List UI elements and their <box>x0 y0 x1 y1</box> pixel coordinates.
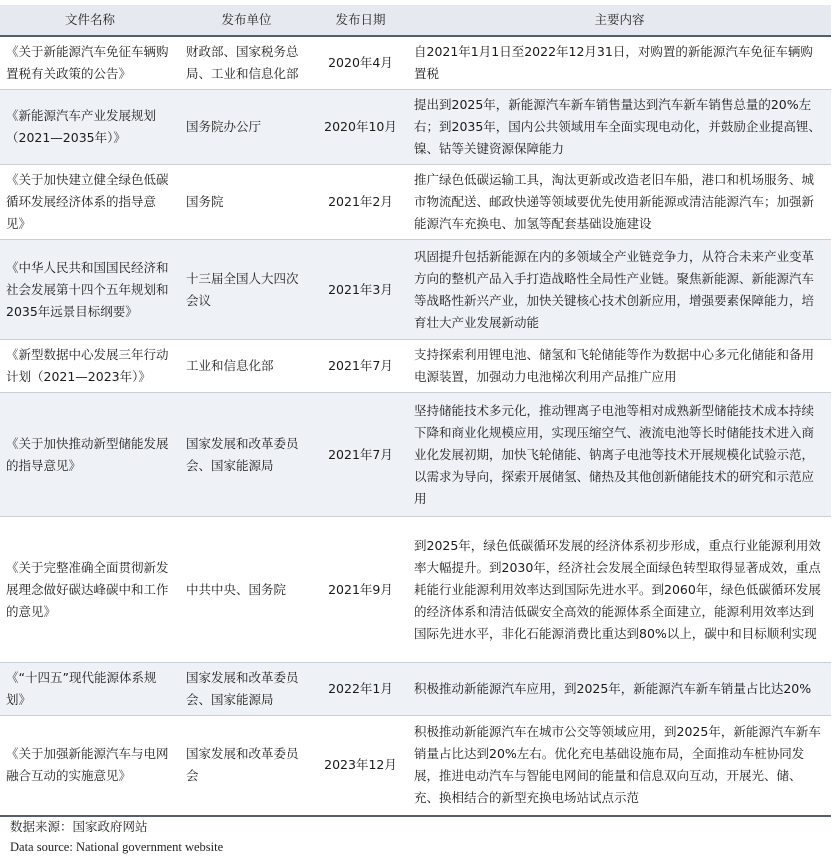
policy-table <box>0 5 831 817</box>
issuer-cell: 十三届全国人大四次会议 <box>180 240 313 340</box>
table-row <box>0 36 831 90</box>
document-name-cell: 《关于完整准确全面贯彻新发展理念做好碳达峰碳中和工作的意见》 <box>0 517 180 663</box>
table-row <box>0 393 831 517</box>
table-row <box>0 340 831 393</box>
issuer-cell: 财政部、国家税务总局、工业和信息化部 <box>180 36 313 90</box>
document-name-cell: 《关于加快推动新型储能发展的指导意见》 <box>0 393 180 517</box>
content-cell: 支持探索利用锂电池、储氢和飞轮储能等作为数据中心多元化储能和备用电源装置，加强动力电池梯次利用产品推广应用 <box>408 340 831 393</box>
content-cell: 积极推动新能源汽车应用，到2025年，新能源汽车新车销量占比达20% <box>408 663 831 716</box>
document-name-cell: 《中华人民共和国国民经济和社会发展第十四个五年规划和2035年远景目标纲要》 <box>0 240 180 340</box>
header-date: 发布日期 <box>313 5 408 36</box>
header-content: 主要内容 <box>408 5 831 36</box>
date-cell: 2020年10月 <box>313 90 408 165</box>
issuer-cell: 工业和信息化部 <box>180 340 313 393</box>
document-name-cell: 《关于加强新能源汽车与电网融合互动的实施意见》 <box>0 716 180 816</box>
date-cell: 2021年9月 <box>313 517 408 663</box>
date-cell: 2022年1月 <box>313 663 408 716</box>
table-row <box>0 165 831 240</box>
document-name-cell: 《新型数据中心发展三年行动计划（2021—2023年）》 <box>0 340 180 393</box>
issuer-cell: 国家发展和改革委员会、国家能源局 <box>180 663 313 716</box>
header-issuer: 发布单位 <box>180 5 313 36</box>
content-cell: 推广绿色低碳运输工具，淘汰更新或改造老旧车船，港口和机场服务、城市物流配送、邮政快递等领域要优先使用新能源或清洁能源汽车；加强新能源汽车充换电、加氢等配套基础设施建设 <box>408 165 831 240</box>
date-cell: 2021年3月 <box>313 240 408 340</box>
content-cell: 坚持储能技术多元化，推动锂离子电池等相对成熟新型储能技术成本持续下降和商业化规模应用，实现压缩空气、液流电池等长时储能技术进入商业化发展初期，加快飞轮储能、钠离子电池等技术开展规模化试验示范，以需求为导向，探索开展储氢、储热及其他创新储能技术的研究和示范应用 <box>408 393 831 517</box>
document-name-cell: 《新能源汽车产业发展规划（2021—2035年）》 <box>0 90 180 165</box>
table-row <box>0 517 831 663</box>
document-name-cell: 《关于加快建立健全绿色低碳循环发展经济体系的指导意见》 <box>0 165 180 240</box>
issuer-cell: 国务院 <box>180 165 313 240</box>
content-cell: 到2025年，绿色低碳循环发展的经济体系初步形成，重点行业能源利用效率大幅提升。到2030年，经济社会发展全面绿色转型取得显著成效，重点耗能行业能源利用效率达到国际先进水平。到2060年，绿色低碳循环发展的经济体系和清洁低碳安全高效的能源体系全面建立，能源利用效率达到国际先进水平，非化石能源消费比重达到80%以上，碳中和目标顺利实现 <box>408 517 831 663</box>
table-row <box>0 240 831 340</box>
date-cell: 2021年2月 <box>313 165 408 240</box>
table-header <box>0 5 831 36</box>
issuer-cell: 中共中央、国务院 <box>180 517 313 663</box>
issuer-cell: 国家发展和改革委员会 <box>180 716 313 816</box>
header-row <box>0 5 831 36</box>
date-cell: 2021年7月 <box>313 393 408 517</box>
header-document-name: 文件名称 <box>0 5 180 36</box>
document-name-cell: 《关于新能源汽车免征车辆购置税有关政策的公告》 <box>0 36 180 90</box>
content-cell: 自2021年1月1日至2022年12月31日，对购置的新能源汽车免征车辆购置税 <box>408 36 831 90</box>
table-row <box>0 716 831 816</box>
content-cell: 提出到2025年，新能源汽车新车销售量达到汽车新车销售总量的20%左右；到2035年，国内公共领域用车全面实现电动化，并鼓励企业提高锂、镍、钴等关键资源保障能力 <box>408 90 831 165</box>
date-cell: 2023年12月 <box>313 716 408 816</box>
document-name-cell: 《“十四五”现代能源体系规划》 <box>0 663 180 716</box>
issuer-cell: 国家发展和改革委员会、国家能源局 <box>180 393 313 517</box>
content-cell: 积极推动新能源汽车在城市公交等领域应用，到2025年，新能源汽车新车销量占比达到20%左右。优化充电基础设施布局，全面推动车桩协同发展，推进电动汽车与智能电网间的能量和信息双向互动，开展光、储、充、换相结合的新型充换电场站试点示范 <box>408 716 831 816</box>
date-cell: 2021年7月 <box>313 340 408 393</box>
data-source-note-en: Data source: National government website <box>10 840 224 854</box>
table-row <box>0 663 831 716</box>
table-body <box>0 36 831 816</box>
issuer-cell: 国务院办公厅 <box>180 90 313 165</box>
date-cell: 2020年4月 <box>313 36 408 90</box>
content-cell: 巩固提升包括新能源在内的多领域全产业链竞争力，从符合未来产业变革方向的整机产品入手打造战略性全局性产业链。聚焦新能源、新能源汽车等战略性新兴产业，加快关键核心技术创新应用，增强要素保障能力，培育壮大产业发展新动能 <box>408 240 831 340</box>
data-source-note-zh: 数据来源：国家政府网站 <box>10 819 148 834</box>
table-row <box>0 90 831 165</box>
